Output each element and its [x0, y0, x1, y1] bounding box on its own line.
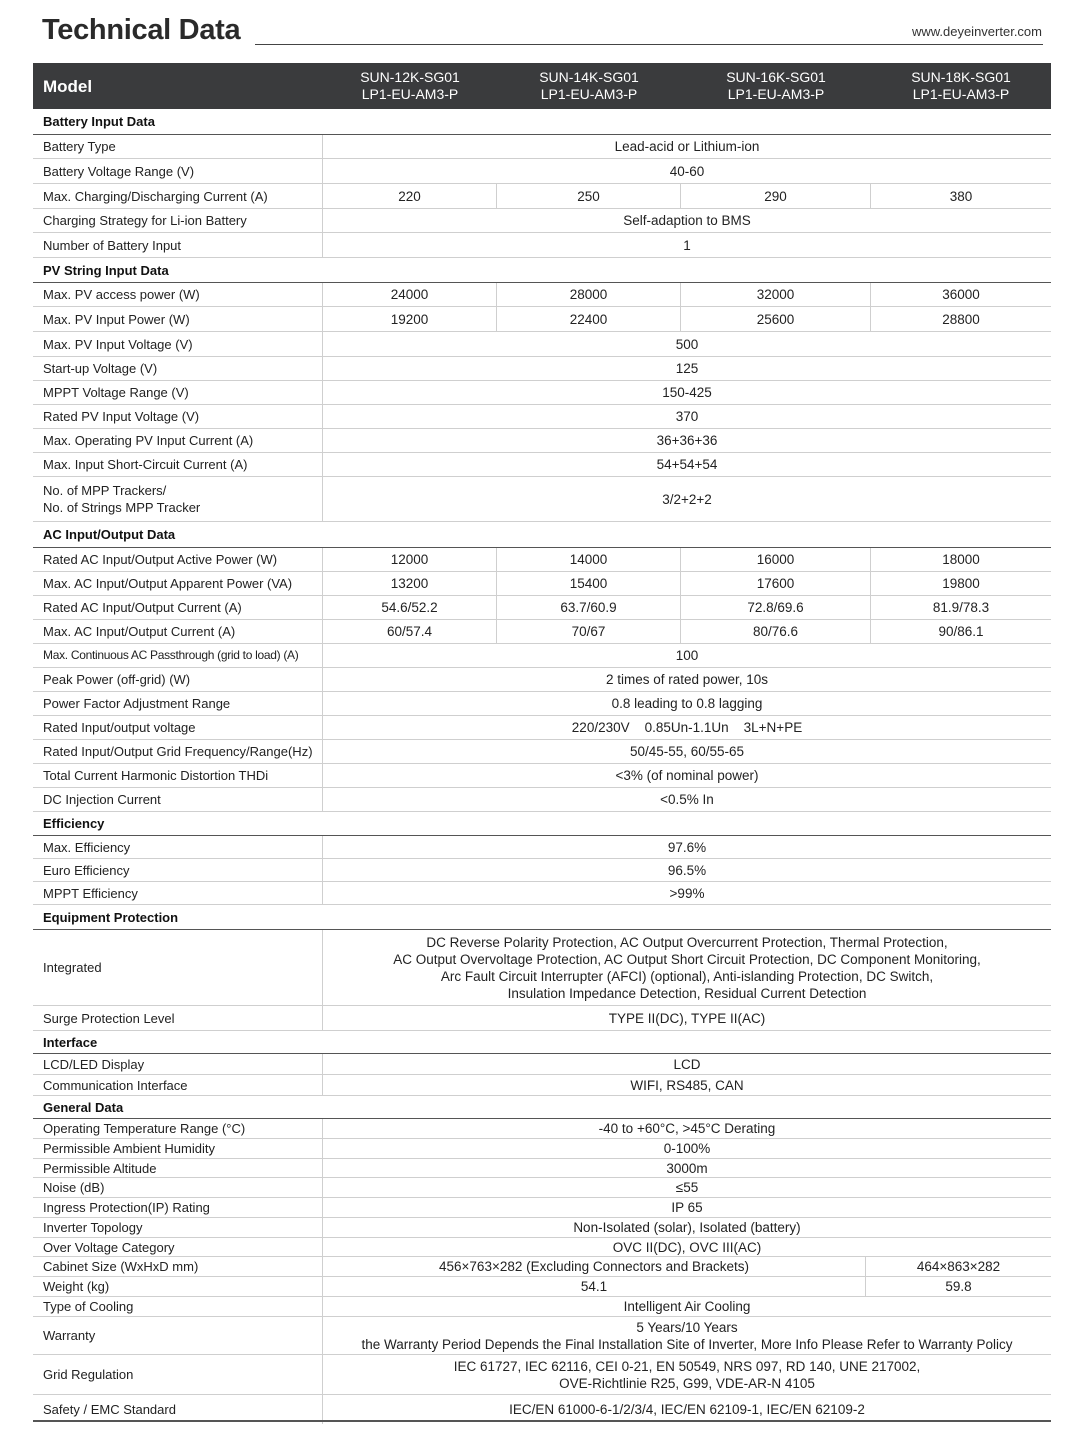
- row-value: 25600: [681, 307, 871, 331]
- row-label: Grid Regulation: [33, 1355, 323, 1394]
- row-label: Battery Voltage Range (V): [33, 159, 323, 183]
- row-value: Self-adaption to BMS: [623, 213, 751, 228]
- table-row: [33, 548, 1051, 572]
- table-row: [33, 1355, 1051, 1395]
- table-row: [33, 1257, 1051, 1277]
- table-row: [33, 596, 1051, 620]
- row-label: Power Factor Adjustment Range: [33, 692, 323, 715]
- table-row: [33, 620, 1051, 644]
- table-row: [33, 283, 1051, 307]
- row-label: No. of MPP Trackers/ No. of Strings MPP Tracker: [33, 477, 323, 521]
- section-title: Interface: [43, 1034, 98, 1050]
- section-ac: [33, 522, 1051, 548]
- table-bottom-rule: [33, 1420, 1051, 1422]
- row-value: 150-425: [662, 385, 712, 400]
- table-header: [33, 63, 1051, 109]
- table-row: [33, 1178, 1051, 1198]
- row-label: Warranty: [33, 1317, 323, 1354]
- row-value: 250: [497, 184, 681, 208]
- row-value: 28800: [942, 311, 980, 327]
- row-value: ≤55: [675, 1180, 699, 1195]
- table-row: [33, 740, 1051, 764]
- row-label: Operating Temperature Range (°C): [33, 1119, 323, 1138]
- row-value: OVC II(DC), OVC III(AC): [612, 1239, 762, 1255]
- row-label: Max. AC Input/Output Apparent Power (VA): [33, 572, 323, 595]
- model-name: SUN-18K-SG01 LP1-EU-AM3-P: [911, 69, 1011, 102]
- table-row: [33, 357, 1051, 381]
- table-row: [33, 453, 1051, 477]
- row-label: Communication Interface: [33, 1075, 323, 1095]
- section-title: PV String Input Data: [43, 262, 169, 278]
- row-label: Type of Cooling: [33, 1297, 323, 1316]
- row-value: 96.5%: [667, 862, 707, 878]
- row-value: 464×863×282: [916, 1259, 1001, 1274]
- row-value: 12000: [323, 548, 497, 571]
- table-row: [33, 572, 1051, 596]
- title-rule: [255, 44, 1043, 45]
- row-label: Cabinet Size (WxHxD mm): [33, 1257, 323, 1276]
- row-value: 54.1: [323, 1277, 866, 1296]
- model-label: Model: [43, 76, 93, 96]
- model-name: SUN-16K-SG01 LP1-EU-AM3-P: [726, 69, 826, 102]
- row-value: 19200: [323, 307, 497, 331]
- row-value: 54+54+54: [656, 457, 718, 472]
- table-row: [33, 429, 1051, 453]
- row-value: 380: [949, 188, 973, 204]
- row-value: 22400: [497, 307, 681, 331]
- row-value: 16000: [681, 548, 871, 571]
- row-value: 80/76.6: [681, 620, 871, 643]
- table-row: [33, 1297, 1051, 1317]
- row-value: Lead-acid or Lithium-ion: [614, 139, 760, 154]
- section-general: [33, 1096, 1051, 1119]
- row-value: >99%: [669, 885, 705, 901]
- table-row: [33, 1198, 1051, 1218]
- row-value: IP 65: [671, 1200, 703, 1215]
- table-row: [33, 859, 1051, 882]
- row-value: <0.5% In: [660, 792, 714, 807]
- row-label: Max. Operating PV Input Current (A): [33, 429, 323, 452]
- row-value: 50/45-55, 60/55-65: [629, 744, 745, 759]
- row-value: IEC 61727, IEC 62116, CEI 0-21, EN 50549, NRS 097, RD 140, UNE 217002, OVE-Richtlinie R25, G99, VDE-AR-N 4105: [453, 1358, 921, 1391]
- row-value: 72.8/69.6: [681, 596, 871, 619]
- row-value: -40 to +60°C, >45°C Derating: [598, 1121, 776, 1136]
- table-row: [33, 882, 1051, 905]
- row-value: Non-Isolated (solar), Isolated (battery): [573, 1220, 801, 1235]
- row-label: Max. Input Short-Circuit Current (A): [33, 453, 323, 476]
- row-value: LCD: [673, 1056, 701, 1072]
- row-value: <3% (of nominal power): [615, 768, 759, 783]
- section-title: Battery Input Data: [43, 114, 155, 129]
- table-row: [33, 1317, 1051, 1355]
- table-row: [33, 477, 1051, 522]
- row-value: 90/86.1: [938, 624, 984, 639]
- row-label: Safety / EMC Standard: [33, 1395, 323, 1424]
- row-label: Peak Power (off-grid) (W): [33, 668, 323, 691]
- row-value: 100: [675, 648, 699, 663]
- row-value: 70/67: [497, 620, 681, 643]
- row-value: 290: [681, 184, 871, 208]
- table-row: [33, 405, 1051, 429]
- row-value: 54.6/52.2: [323, 596, 497, 619]
- row-label: Over Voltage Category: [33, 1238, 323, 1256]
- row-label: Max. Continuous AC Passthrough (grid to load) (A): [33, 644, 323, 667]
- row-label: Inverter Topology: [33, 1218, 323, 1237]
- row-value: WIFI, RS485, CAN: [630, 1077, 744, 1093]
- section-pv: [33, 258, 1051, 283]
- row-value: 36000: [942, 287, 980, 302]
- section-title: AC Input/Output Data: [43, 527, 176, 542]
- row-label: Permissible Ambient Humidity: [33, 1139, 323, 1158]
- table-row: [33, 381, 1051, 405]
- section-efficiency: [33, 812, 1051, 836]
- table-row: [33, 307, 1051, 332]
- table-row: [33, 1006, 1051, 1031]
- section-title: Efficiency: [43, 816, 105, 831]
- row-value: 125: [675, 361, 699, 376]
- row-value: 220: [323, 184, 497, 208]
- row-value: 5 Years/10 Years the Warranty Period Depends the Final Installation Site of Inverter, More Info Please Refer to Warranty Policy: [361, 1319, 1013, 1352]
- row-value: 28000: [497, 283, 681, 306]
- row-value: 500: [675, 336, 699, 352]
- row-label: Rated Input/Output Grid Frequency/Range(Hz): [33, 740, 323, 763]
- row-label: Max. AC Input/Output Current (A): [33, 620, 323, 643]
- table-row: [33, 764, 1051, 788]
- row-label: Rated Input/output voltage: [33, 716, 323, 739]
- row-label: Max. PV Input Voltage (V): [33, 332, 323, 356]
- row-label: LCD/LED Display: [33, 1054, 323, 1074]
- row-value: 3000m: [666, 1160, 708, 1176]
- row-value: 0.8 leading to 0.8 lagging: [611, 696, 763, 711]
- row-value: Intelligent Air Cooling: [623, 1299, 751, 1314]
- row-label: Total Current Harmonic Distortion THDi: [33, 764, 323, 787]
- row-label: MPPT Voltage Range (V): [33, 381, 323, 404]
- row-value: 17600: [681, 572, 871, 595]
- table-row: [33, 184, 1051, 209]
- table-row: [33, 716, 1051, 740]
- row-value: 15400: [497, 572, 681, 595]
- row-value: 18000: [942, 552, 980, 567]
- row-label: MPPT Efficiency: [33, 882, 323, 904]
- row-label: Permissible Altitude: [33, 1159, 323, 1177]
- section-protection: [33, 905, 1051, 930]
- row-label: Number of Battery Input: [33, 233, 323, 257]
- row-value: 36+36+36: [656, 433, 718, 448]
- row-value: 81.9/78.3: [932, 600, 990, 615]
- section-interface: [33, 1031, 1051, 1054]
- row-value: 0-100%: [663, 1141, 711, 1156]
- row-value: 60/57.4: [323, 620, 497, 643]
- row-value: 3/2+2+2: [662, 491, 712, 507]
- row-label: Euro Efficiency: [33, 859, 323, 881]
- table-row: [33, 692, 1051, 716]
- row-label: Start-up Voltage (V): [33, 357, 323, 380]
- page-title: Technical Data: [42, 14, 241, 46]
- row-label: Rated AC Input/Output Active Power (W): [33, 548, 323, 571]
- spec-table: [33, 63, 1051, 1424]
- table-row: [33, 135, 1051, 159]
- table-row: [33, 209, 1051, 233]
- row-label: Max. PV Input Power (W): [33, 307, 323, 331]
- row-value: 97.6%: [667, 839, 707, 855]
- table-row: [33, 233, 1051, 258]
- row-label: Rated AC Input/Output Current (A): [33, 596, 323, 619]
- row-value: 40-60: [669, 163, 705, 179]
- row-value: 370: [675, 409, 699, 424]
- row-label: Max. Charging/Discharging Current (A): [33, 184, 323, 208]
- table-row: [33, 1054, 1051, 1075]
- section-battery: [33, 109, 1051, 135]
- row-label: Battery Type: [33, 135, 323, 158]
- row-value: 1: [683, 237, 691, 253]
- row-label: Surge Protection Level: [33, 1006, 323, 1030]
- table-row: [33, 159, 1051, 184]
- row-label: DC Injection Current: [33, 788, 323, 811]
- row-label: Weight (kg): [33, 1277, 323, 1296]
- section-title: Equipment Protection: [43, 909, 179, 925]
- website-url: www.deyeinverter.com: [911, 24, 1042, 39]
- table-row: [33, 1159, 1051, 1178]
- row-value: 63.7/60.9: [497, 596, 681, 619]
- row-label: Noise (dB): [33, 1178, 323, 1197]
- model-name: SUN-12K-SG01 LP1-EU-AM3-P: [360, 69, 460, 102]
- table-row: [33, 788, 1051, 812]
- row-value: 24000: [323, 283, 497, 306]
- table-row: [33, 332, 1051, 357]
- row-value: TYPE II(DC), TYPE II(AC): [608, 1010, 766, 1026]
- row-value: DC Reverse Polarity Protection, AC Output Overcurrent Protection, Thermal Protection, AC Output Overvoltage Protection, AC Output Short Circuit Protection, DC Component Monitoring, Arc Fault Circuit Interrupter (AFCI) (optional), Anti-islanding Protection, DC Switch, Insulation Impedance Detection, Residual Current Detection: [393, 934, 981, 1001]
- table-row: [33, 1075, 1051, 1096]
- row-label: Integrated: [33, 930, 323, 1005]
- row-value: 456×763×282 (Excluding Connectors and Brackets): [323, 1257, 866, 1276]
- row-label: Max. PV access power (W): [33, 283, 323, 306]
- row-label: Charging Strategy for Li-ion Battery: [33, 209, 323, 232]
- table-row: [33, 1218, 1051, 1238]
- row-value: 2 times of rated power, 10s: [605, 672, 769, 687]
- table-row: [33, 1238, 1051, 1257]
- table-row: [33, 668, 1051, 692]
- row-value: 14000: [497, 548, 681, 571]
- row-value: 59.8: [945, 1279, 972, 1294]
- table-row: [33, 930, 1051, 1006]
- row-value: 19800: [942, 576, 980, 591]
- row-label: Ingress Protection(IP) Rating: [33, 1198, 323, 1217]
- row-value: 220/230V 0.85Un-1.1Un 3L+N+PE: [571, 720, 803, 735]
- row-label: Rated PV Input Voltage (V): [33, 405, 323, 428]
- row-value: 13200: [323, 572, 497, 595]
- section-title: General Data: [43, 1099, 124, 1115]
- table-row: [33, 1139, 1051, 1159]
- table-row: [33, 1277, 1051, 1297]
- table-row: [33, 644, 1051, 668]
- row-value: 32000: [681, 283, 871, 306]
- model-name: SUN-14K-SG01 LP1-EU-AM3-P: [539, 69, 639, 102]
- table-row: [33, 836, 1051, 859]
- row-value: IEC/EN 61000-6-1/2/3/4, IEC/EN 62109-1, IEC/EN 62109-2: [509, 1402, 865, 1417]
- table-row: [33, 1119, 1051, 1139]
- row-label: Max. Efficiency: [33, 836, 323, 858]
